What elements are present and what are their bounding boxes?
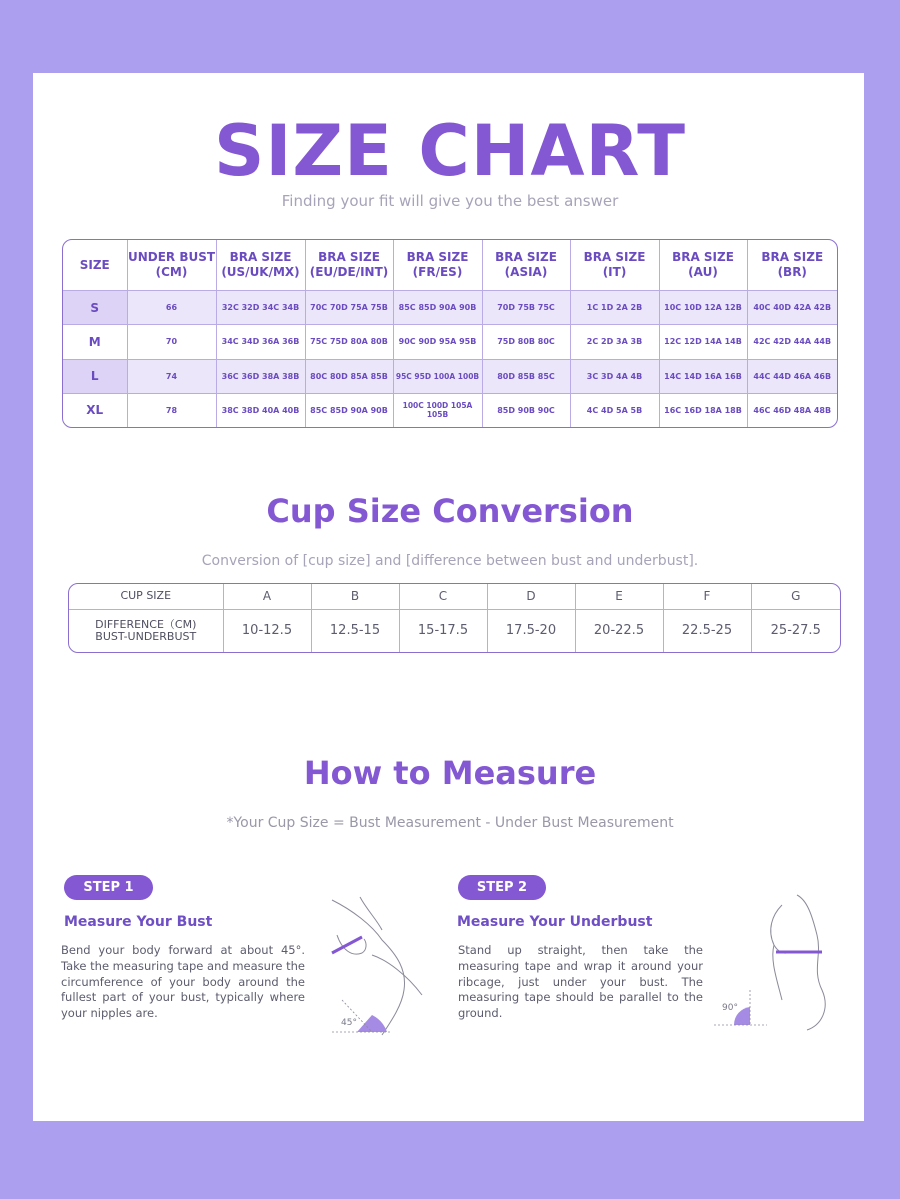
difference-cell: 25-27.5 [770, 623, 821, 639]
size-table-cell: 80C 80D 85A 85B [305, 359, 393, 393]
step2-badge: STEP 2 [458, 875, 546, 900]
cup-size-cell: C [399, 584, 487, 609]
header-line: (US/UK/MX) [221, 265, 300, 279]
size-table-cell: 70D 75B 75C [482, 291, 570, 325]
size-table-cell: 74 [127, 359, 216, 393]
header-line: (IT) [602, 265, 627, 279]
size-table-container [62, 239, 838, 428]
size-table-header-cell [127, 240, 216, 291]
cup-section-title: Cup Size Conversion [266, 492, 634, 530]
cup-size-cell: B [311, 584, 399, 609]
size-table-header-cell [63, 240, 127, 291]
size-table-cell: 78 [127, 393, 216, 427]
size-table-row [63, 325, 837, 359]
cup-size-cell: D [487, 584, 575, 609]
header-line: BRA SIZE [318, 250, 380, 264]
difference-label-line1: DIFFERENCE（CM) [95, 617, 197, 631]
step2-title: Measure Your Underbust [457, 914, 653, 930]
size-table-cell: 66 [127, 291, 216, 325]
underbust-measure-illustration [712, 890, 837, 1035]
size-label-cell: XL [63, 393, 127, 427]
difference-cell: 20-22.5 [575, 609, 663, 652]
size-table-row [63, 359, 837, 393]
header-line: (CM) [155, 265, 188, 279]
cup-size-row [69, 584, 840, 609]
header-line: (ASIA) [504, 265, 548, 279]
cup-size-cell: F [663, 584, 751, 609]
cup-table [69, 584, 840, 652]
size-table-cell: 85C 85D 90A 90B [305, 393, 393, 427]
header-line: BRA SIZE [583, 250, 646, 264]
size-table [63, 240, 837, 427]
size-table-row [63, 291, 837, 325]
difference-cell: 22.5-25 [663, 609, 751, 652]
size-table-cell: 70C 70D 75A 75B [305, 291, 393, 325]
difference-label [69, 609, 223, 652]
cup-size-cell: A [223, 584, 311, 609]
size-table-header-cell [305, 240, 393, 291]
measure-formula: *Your Cup Size = Bust Measurement - Under Bust Measurement [226, 815, 674, 831]
step2-angle-label: 90° [722, 1003, 738, 1013]
cup-size-label: CUP SIZE [69, 584, 223, 609]
size-table-cell: 1C 1D 2A 2B [570, 291, 659, 325]
size-table-cell: 34C 34D 36A 36B [216, 325, 305, 359]
header-line: BRA SIZE [672, 250, 734, 264]
step1-description: Bend your body forward at about 45°. Take the measuring tape and measure the circumference of your body around the fullest part of your bust, typically where your nipples are. [61, 943, 306, 1021]
header-line: BRA SIZE [761, 250, 824, 264]
size-table-cell: 75D 80B 80C [482, 325, 570, 359]
header-line: BRA SIZE [495, 250, 557, 264]
size-table-header-cell [482, 240, 570, 291]
header-line: UNDER BUST [127, 250, 216, 264]
size-label-cell: S [63, 291, 127, 325]
step1-badge: STEP 1 [64, 875, 153, 900]
size-table-cell: 14C 14D 16A 16B [659, 359, 747, 393]
size-table-row [63, 393, 837, 427]
difference-cell: 17.5-20 [487, 609, 575, 652]
size-table-header-cell [659, 240, 747, 291]
difference-cell: 10-12.5 [223, 609, 311, 652]
size-table-cell: 32C 32D 34C 34B [216, 291, 305, 325]
bust-measure-illustration [312, 895, 442, 1040]
difference-cell: 15-17.5 [399, 609, 487, 652]
step1-angle-label: 45° [341, 1018, 357, 1028]
size-label-cell: L [63, 359, 127, 393]
size-table-cell: 36C 36D 38A 38B [216, 359, 305, 393]
size-table-cell: 38C 38D 40A 40B [216, 393, 305, 427]
size-table-cell: 46C 46D 48A 48B [753, 405, 832, 415]
cup-table-container [68, 583, 841, 653]
difference-row [69, 609, 840, 652]
size-table-cell: 40C 40D 42A 42B [747, 291, 837, 325]
size-table-cell: 42C 42D 44A 44B [747, 325, 837, 359]
size-table-cell: 12C 12D 14A 14B [659, 325, 747, 359]
header-line: (AU) [688, 265, 718, 279]
size-table-header-cell [393, 240, 482, 291]
header-line: BRA SIZE [229, 250, 292, 264]
size-table-header [63, 240, 837, 291]
difference-label-line2: BUST-UNDERBUST [95, 629, 197, 643]
cup-size-cell: E [575, 584, 663, 609]
step2-description: Stand up straight, then take the measuring tape and wrap it around your ribcage, just under your bust. The measuring tape should be parallel to the ground. [458, 943, 703, 1021]
size-table-header-cell [570, 240, 659, 291]
page-subtitle: Finding your fit will give you the best answer [281, 192, 619, 210]
difference-cell: 12.5-15 [311, 609, 399, 652]
size-table-cell: 85C 85D 90A 90B [393, 291, 482, 325]
header-line: BRA SIZE [406, 250, 469, 264]
size-table-cell: 3C 3D 4A 4B [570, 359, 659, 393]
header-line: (FR/ES) [412, 265, 463, 279]
size-table-cell: 70 [127, 325, 216, 359]
size-table-cell: 16C 16D 18A 18B [659, 393, 747, 427]
page-title: SIZE CHART [213, 110, 687, 192]
size-table-header-cell [747, 240, 837, 291]
size-table-cell: 95C 95D 100A 100B [393, 359, 482, 393]
size-table-cell: 90C 90D 95A 95B [393, 325, 482, 359]
size-table-cell: 85D 90B 90C [482, 393, 570, 427]
header-line: (BR) [777, 265, 807, 279]
step1-title: Measure Your Bust [64, 914, 213, 930]
header-line: SIZE [79, 257, 110, 272]
cup-section-subtitle: Conversion of [cup size] and [difference between bust and underbust]. [201, 553, 699, 569]
size-table-cell: 2C 2D 3A 3B [570, 325, 659, 359]
size-table-cell: 100C 100D 105A 105B [393, 393, 482, 427]
size-table-header-cell [216, 240, 305, 291]
size-table-cell: 10C 10D 12A 12B [659, 291, 747, 325]
cup-size-cell: G [751, 584, 840, 609]
size-label-cell: M [63, 325, 127, 359]
size-table-cell: 44C 44D 46A 46B [747, 359, 837, 393]
header-line: (EU/DE/INT) [309, 265, 389, 279]
size-table-cell: 4C 4D 5A 5B [570, 393, 659, 427]
measure-section-title: How to Measure [303, 754, 597, 792]
size-table-cell: 75C 75D 80A 80B [305, 325, 393, 359]
size-table-cell: 80D 85B 85C [482, 359, 570, 393]
